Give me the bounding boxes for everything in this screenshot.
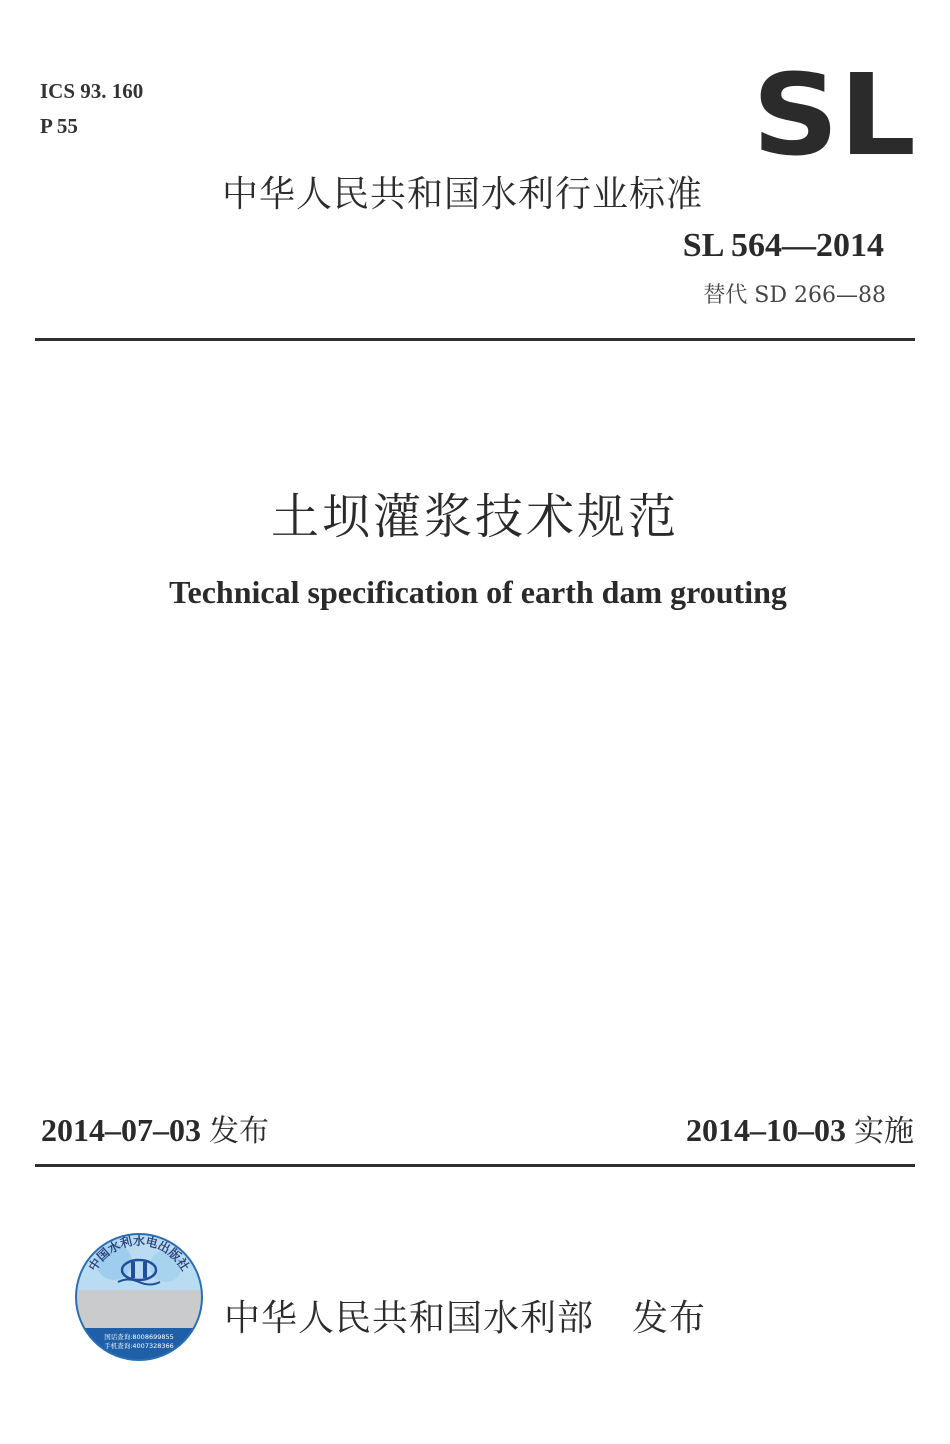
publisher — [224, 1290, 706, 1341]
anti-counterfeit-seal-icon — [74, 1232, 204, 1362]
effective-date — [686, 1106, 914, 1150]
publish-date — [41, 1106, 269, 1150]
sl-logo-icon — [752, 68, 918, 164]
ccs-code: P 55 — [40, 114, 78, 138]
document-title-en: Technical specification of earth dam grouting — [169, 574, 787, 610]
bottom-divider — [35, 1164, 915, 1167]
publisher-action: 发布 — [632, 1298, 707, 1339]
industry-standard-title: 中华人民共和国水利行业标准 — [222, 174, 704, 215]
effective-date-label: 实施 — [854, 1114, 914, 1149]
standard-code: SL 564—2014 — [682, 227, 884, 264]
ics-code: ICS 93. 160 — [40, 79, 144, 103]
svg-text:SL: SL — [752, 68, 916, 164]
publish-date-label: 发布 — [209, 1114, 269, 1149]
top-divider — [35, 338, 915, 341]
publish-date-value: 2014–07–03 — [41, 1112, 201, 1148]
effective-date-value: 2014–10–03 — [686, 1112, 846, 1148]
replaces-standard: 替代 SD 266—88 — [703, 283, 886, 308]
ics-classification — [40, 74, 143, 144]
svg-text:国话查询:8008699855: 国话查询:8008699855 — [104, 1333, 174, 1341]
svg-text:中国水利水电出版社: 中国水利水电出版社 — [85, 1234, 193, 1274]
document-title-zh: 土坝灌浆技术规范 — [270, 489, 679, 545]
svg-text:手机查询:4007328366: 手机查询:4007328366 — [104, 1342, 174, 1350]
publisher-name: 中华人民共和国水利部 — [224, 1298, 595, 1339]
